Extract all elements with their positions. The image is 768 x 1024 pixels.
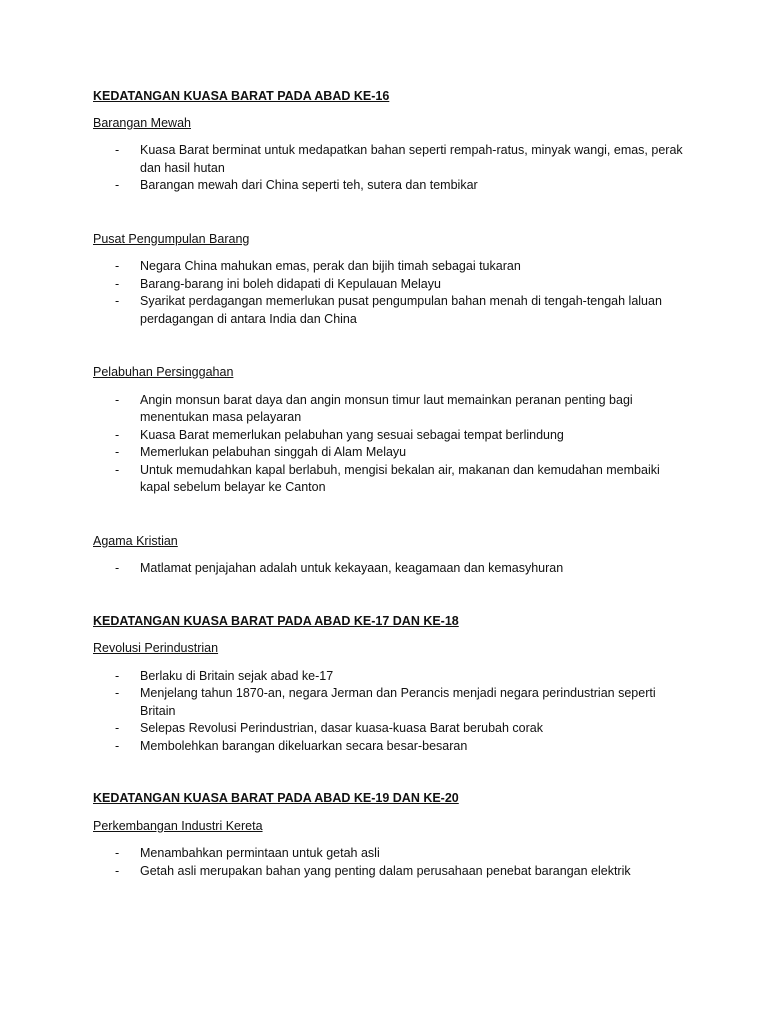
section-heading: KEDATANGAN KUASA BARAT PADA ABAD KE-17 DAN KE-18: [93, 613, 459, 628]
list-item: [93, 276, 683, 294]
bullet-list: [93, 142, 683, 195]
bullet-list: [93, 258, 683, 328]
subsection-title: Pusat Pengumpulan Barang: [93, 231, 250, 246]
list-item-text: Untuk memudahkan kapal berlabuh, mengisi bekalan air, makanan dan kemudahan membaiki kapal sebelum belayar ke Canton: [140, 462, 660, 494]
list-item-text: Selepas Revolusi Perindustrian, dasar kuasa-kuasa Barat berubah corak: [140, 721, 544, 735]
list-item-text: Menambahkan permintaan untuk getah asli: [140, 846, 380, 860]
bullet-dash: -: [115, 846, 120, 860]
bullet-dash: -: [115, 721, 120, 735]
list-item-text: Getah asli merupakan bahan yang penting dalam perusahaan penebat barangan elektrik: [140, 863, 631, 878]
list-item-text: Syarikat perdagangan memerlukan pusat pengumpulan bahan menah di tengah-tengah laluan perdagangan di antara India dan China: [140, 294, 662, 326]
list-item: [93, 720, 683, 738]
list-item-text: Barangan mewah dari China seperti teh, sutera dan tembikar: [140, 178, 478, 192]
list-item-text: Berlaku di Britain sejak abad ke-17: [140, 668, 334, 683]
bullet-dash: -: [115, 863, 120, 878]
list-item: [93, 845, 683, 863]
list-item-text: Negara China mahukan emas, perak dan bijih timah sebagai tukaran: [140, 259, 521, 273]
section-heading: KEDATANGAN KUASA BARAT PADA ABAD KE-19 DAN KE-20: [93, 791, 459, 805]
list-item: [93, 863, 683, 881]
list-item-text: Memerlukan pelabuhan singgah di Alam Melayu: [140, 445, 407, 459]
list-item: [93, 444, 683, 462]
subsection-title: Perkembangan Industri Kereta: [93, 818, 263, 833]
bullet-dash: -: [115, 462, 120, 477]
subsection-title: Agama Kristian: [93, 533, 178, 548]
list-item-text: Kuasa Barat memerlukan pelabuhan yang sesuai sebagai tempat berlindung: [140, 427, 564, 442]
bullet-dash: -: [115, 259, 120, 273]
list-item: [93, 427, 683, 445]
list-item-text: Angin monsun barat daya dan angin monsun timur laut memainkan peranan penting bagi menentukan masa pelayaran: [140, 392, 633, 424]
bullet-list: [93, 845, 683, 880]
list-item: [93, 258, 683, 276]
list-item: [93, 462, 683, 497]
list-item-text: Barang-barang ini boleh didapati di Kepulauan Melayu: [140, 276, 441, 291]
bullet-dash: -: [115, 178, 120, 192]
list-item: [93, 738, 683, 756]
bullet-dash: -: [115, 686, 120, 700]
list-item-text: Matlamat penjajahan adalah untuk kekayaan, keagamaan dan kemasyhuran: [140, 561, 564, 575]
section-heading: KEDATANGAN KUASA BARAT PADA ABAD KE-16: [93, 89, 390, 103]
bullet-dash: -: [115, 738, 120, 753]
bullet-dash: -: [115, 143, 120, 157]
subsection-title: Barangan Mewah: [93, 115, 191, 130]
list-item: [93, 293, 683, 328]
bullet-dash: -: [115, 427, 120, 442]
subsection-title: Revolusi Perindustrian: [93, 641, 219, 655]
bullet-dash: -: [115, 392, 120, 407]
list-item-text: Membolehkan barangan dikeluarkan secara besar-besaran: [140, 738, 468, 753]
list-item-text: Menjelang tahun 1870-an, negara Jerman dan Perancis menjadi negara perindustrian seperti Britain: [140, 686, 656, 718]
bullet-dash: -: [115, 276, 120, 291]
bullet-dash: -: [115, 561, 120, 575]
bullet-list: [93, 560, 683, 578]
bullet-dash: -: [115, 668, 120, 683]
list-item-text: Kuasa Barat berminat untuk medapatkan bahan seperti rempah-ratus, minyak wangi, emas, perak dan hasil hutan: [140, 143, 683, 175]
document-page: [93, 88, 683, 880]
list-item: [93, 177, 683, 195]
bullet-dash: -: [115, 294, 120, 308]
subsection-title: Pelabuhan Persinggahan: [93, 365, 234, 379]
list-item: [93, 685, 683, 720]
bullet-list: [93, 392, 683, 497]
bullet-dash: -: [115, 445, 120, 459]
list-item: [93, 392, 683, 427]
list-item: [93, 142, 683, 177]
list-item: [93, 668, 683, 686]
bullet-list: [93, 668, 683, 756]
list-item: [93, 560, 683, 578]
